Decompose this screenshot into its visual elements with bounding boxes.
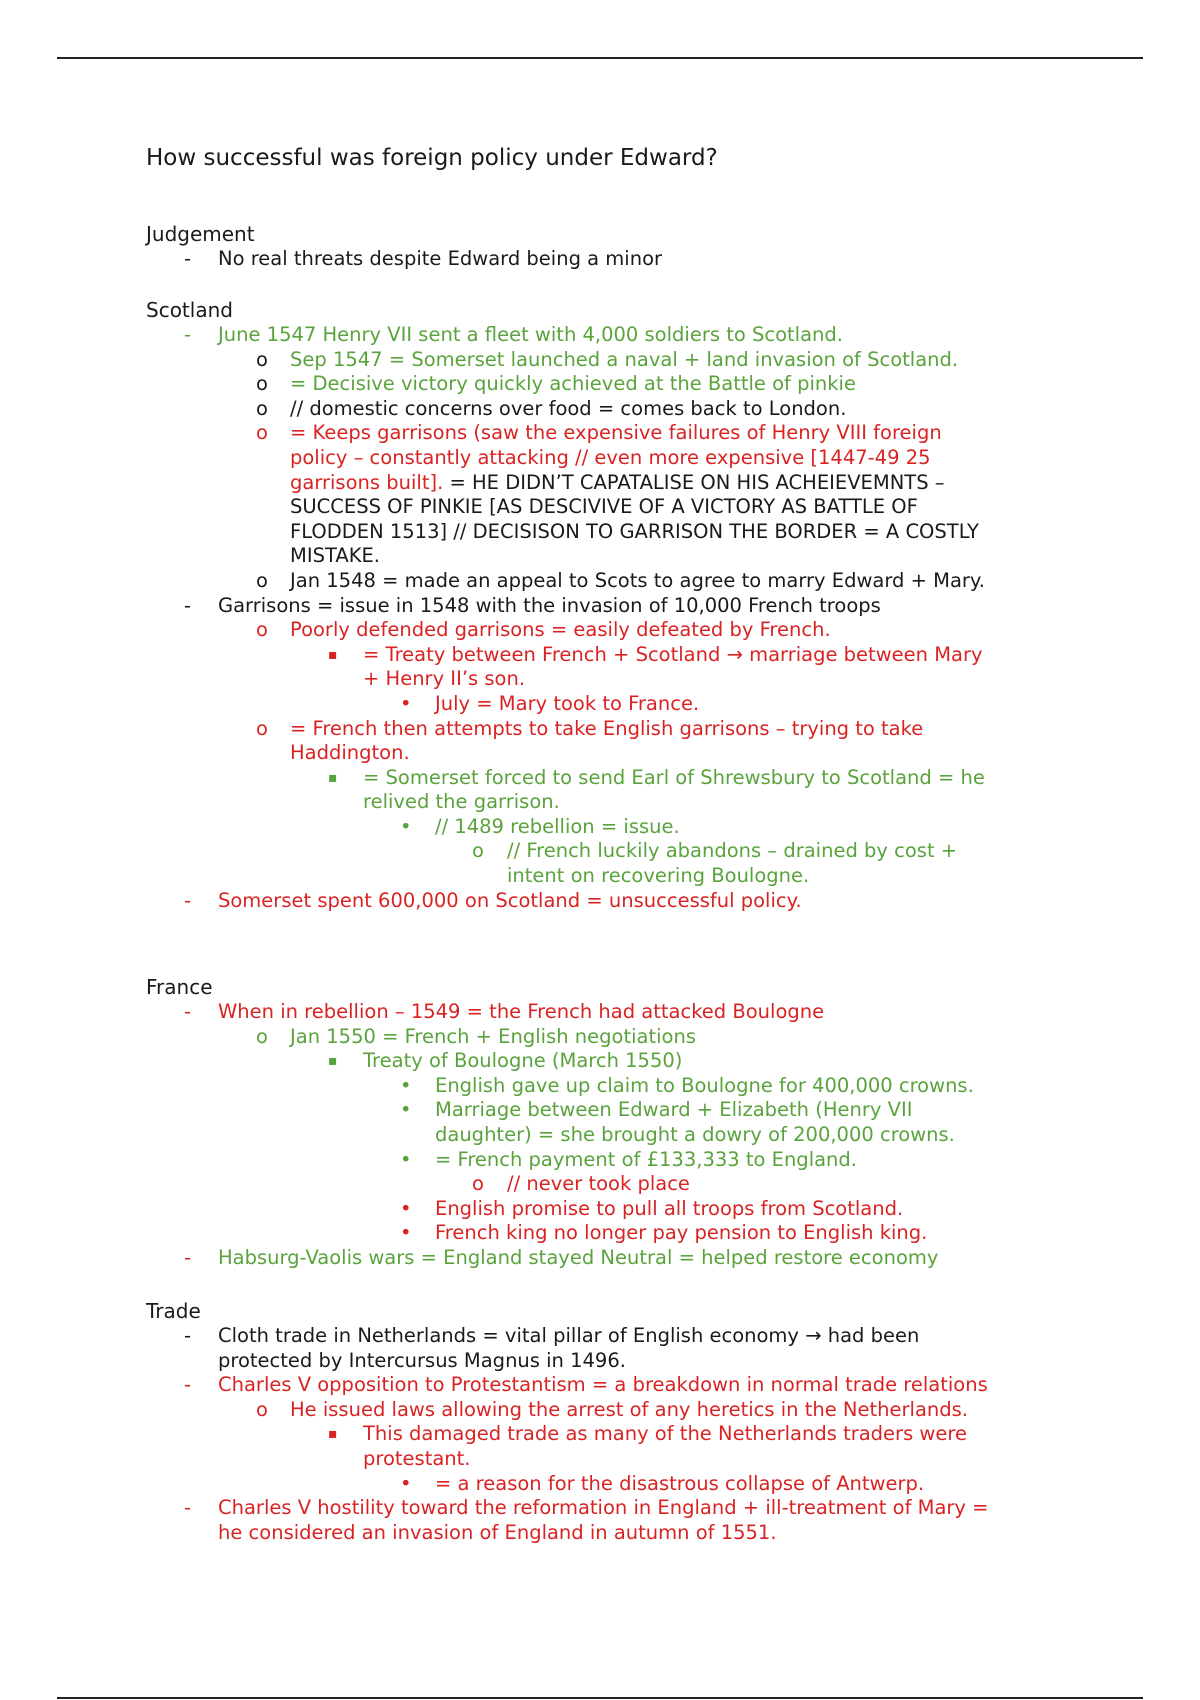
dash-marker: - [184,1324,192,1347]
section-heading: Judgement [146,222,255,246]
list-item: ▪ = Somerset forced to send Earl of Shrewsbury to Scotland = he [328,765,985,789]
list-item: - Charles V hostility toward the reformation in England + ill-treatment of Mary = [184,1496,989,1520]
list-item-continuation: he considered an invasion of England in autumn of 1551. [218,1520,777,1544]
circle-marker: o [256,568,268,592]
list-item: - No real threats despite Edward being a minor [184,247,663,270]
list-item: - Somerset spent 600,000 on Scotland = unsuccessful policy. [184,888,802,912]
circle-marker: o [256,716,268,740]
list-item: - Cloth trade in Netherlands = vital pillar of English economy → had been [184,1324,920,1347]
list-item-continuation: intent on recovering Boulogne. [507,864,810,888]
list-item: ▪ Treaty of Boulogne (March 1550) [328,1049,683,1073]
bullet-marker: • [400,1471,412,1495]
list-item: • English promise to pull all troops from Scotland. [400,1196,904,1220]
list-item: • = French payment of £133,333 to England. [400,1147,857,1171]
list-item: o // never took place [472,1172,690,1196]
list-item: o Sep 1547 = Somerset launched a naval + land invasion of Scotland. [256,347,959,371]
list-item-continuation: relived the garrison. [363,790,560,814]
list-item-continuation: FLODDEN 1513] // DECISISON TO GARRISON THE BORDER = A COSTLY [290,519,979,543]
dash-marker: - [184,1373,192,1397]
circle-marker: o [256,396,268,420]
list-item: • French king no longer pay pension to English king. [400,1221,928,1245]
circle-marker: o [256,618,268,642]
list-item: - When in rebellion – 1549 = the French had attacked Boulogne [184,1000,825,1023]
list-item: o = Keeps garrisons (saw the expensive failures of Henry VIII foreign [256,421,942,445]
list-item: - Charles V opposition to Protestantism = a breakdown in normal trade relations [184,1373,988,1397]
dash-marker: - [184,888,192,912]
list-item-continuation: garrisons built]. = HE DIDN’T CAPATALISE ON HIS ACHEIEVEMNTS – [290,470,945,494]
list-item: • English gave up claim to Boulogne for 400,000 crowns. [400,1073,974,1097]
circle-marker: o [256,347,268,371]
circle-marker: o [256,1024,268,1048]
bottom-rule [57,1697,1143,1699]
circle-marker: o [472,839,484,863]
section-judgement [146,222,1146,272]
list-item: • Marriage between Edward + Elizabeth (Henry VII [400,1098,913,1122]
dash-marker: - [184,593,192,617]
section-heading: Scotland [146,298,233,322]
list-item: - Habsurg-Vaolis wars = England stayed Neutral = helped restore economy [184,1245,939,1269]
square-marker: ▪ [328,1426,338,1443]
square-marker: ▪ [328,1053,338,1070]
list-item-continuation: Haddington. [290,741,410,765]
list-item: ▪ = Treaty between French + Scotland → marriage between Mary [328,642,983,666]
list-item: o Jan 1550 = French + English negotiations [256,1024,696,1048]
list-item-continuation: SUCCESS OF PINKIE [AS DESCIVIVE OF A VICTORY AS BATTLE OF [290,495,918,519]
bullet-marker: • [400,1221,412,1245]
list-item-continuation: MISTAKE. [290,544,380,568]
dash-marker: - [184,1000,192,1023]
list-item-continuation: policy – constantly attacking // even more expensive [1447-49 25 [290,445,931,469]
dash-marker: - [184,1245,192,1269]
bullet-marker: • [400,691,412,715]
list-item: o // French luckily abandons – drained by cost + [472,839,958,863]
bullet-marker: • [400,1147,412,1171]
list-item: - June 1547 Henry VII sent a fleet with 4,000 soldiers to Scotland. [184,323,843,346]
circle-marker: o [256,421,268,445]
circle-marker: o [256,372,268,396]
square-marker: ▪ [328,769,338,786]
dash-marker: - [184,1496,192,1520]
bullet-marker: • [400,1098,412,1122]
list-item: o = Decisive victory quickly achieved at the Battle of pinkie [256,372,856,396]
section-trade [146,1299,1146,1545]
list-item: - Garrisons = issue in 1548 with the invasion of 10,000 French troops [184,593,881,617]
bullet-marker: • [400,1073,412,1097]
circle-marker: o [472,1172,484,1196]
list-item-continuation: protestant. [363,1446,471,1470]
page-title: How successful was foreign policy under Edward? [146,145,718,171]
list-item: ▪ This damaged trade as many of the Netherlands traders were [328,1422,967,1446]
dash-marker: - [184,323,192,346]
list-item: o He issued laws allowing the arrest of any heretics in the Netherlands. [256,1397,968,1421]
square-marker: ▪ [328,646,338,663]
list-item-continuation: daughter) = she brought a dowry of 200,000 crowns. [435,1122,955,1146]
bullet-marker: • [400,814,412,838]
section-scotland [146,298,1146,913]
list-item: o // domestic concerns over food = comes back to London. [256,396,847,420]
list-item: • July = Mary took to France. [400,691,700,715]
list-item: • // 1489 rebellion = issue. [400,814,680,838]
bullet-marker: • [400,1196,412,1220]
circle-marker: o [256,1397,268,1421]
list-item-continuation: protected by Intercursus Magnus in 1496. [218,1348,626,1372]
list-item: o = French then attempts to take English garrisons – trying to take [256,716,924,740]
section-heading: Trade [146,1299,201,1323]
top-rule [57,57,1143,59]
list-item-continuation: + Henry II’s son. [363,667,526,691]
section-heading: France [146,975,213,999]
list-item: o Poorly defended garrisons = easily defeated by French. [256,618,831,642]
dash-marker: - [184,247,192,270]
list-item: o Jan 1548 = made an appeal to Scots to agree to marry Edward + Mary. [256,568,985,592]
list-item: • = a reason for the disastrous collapse of Antwerp. [400,1471,925,1495]
section-france [146,975,1146,1271]
